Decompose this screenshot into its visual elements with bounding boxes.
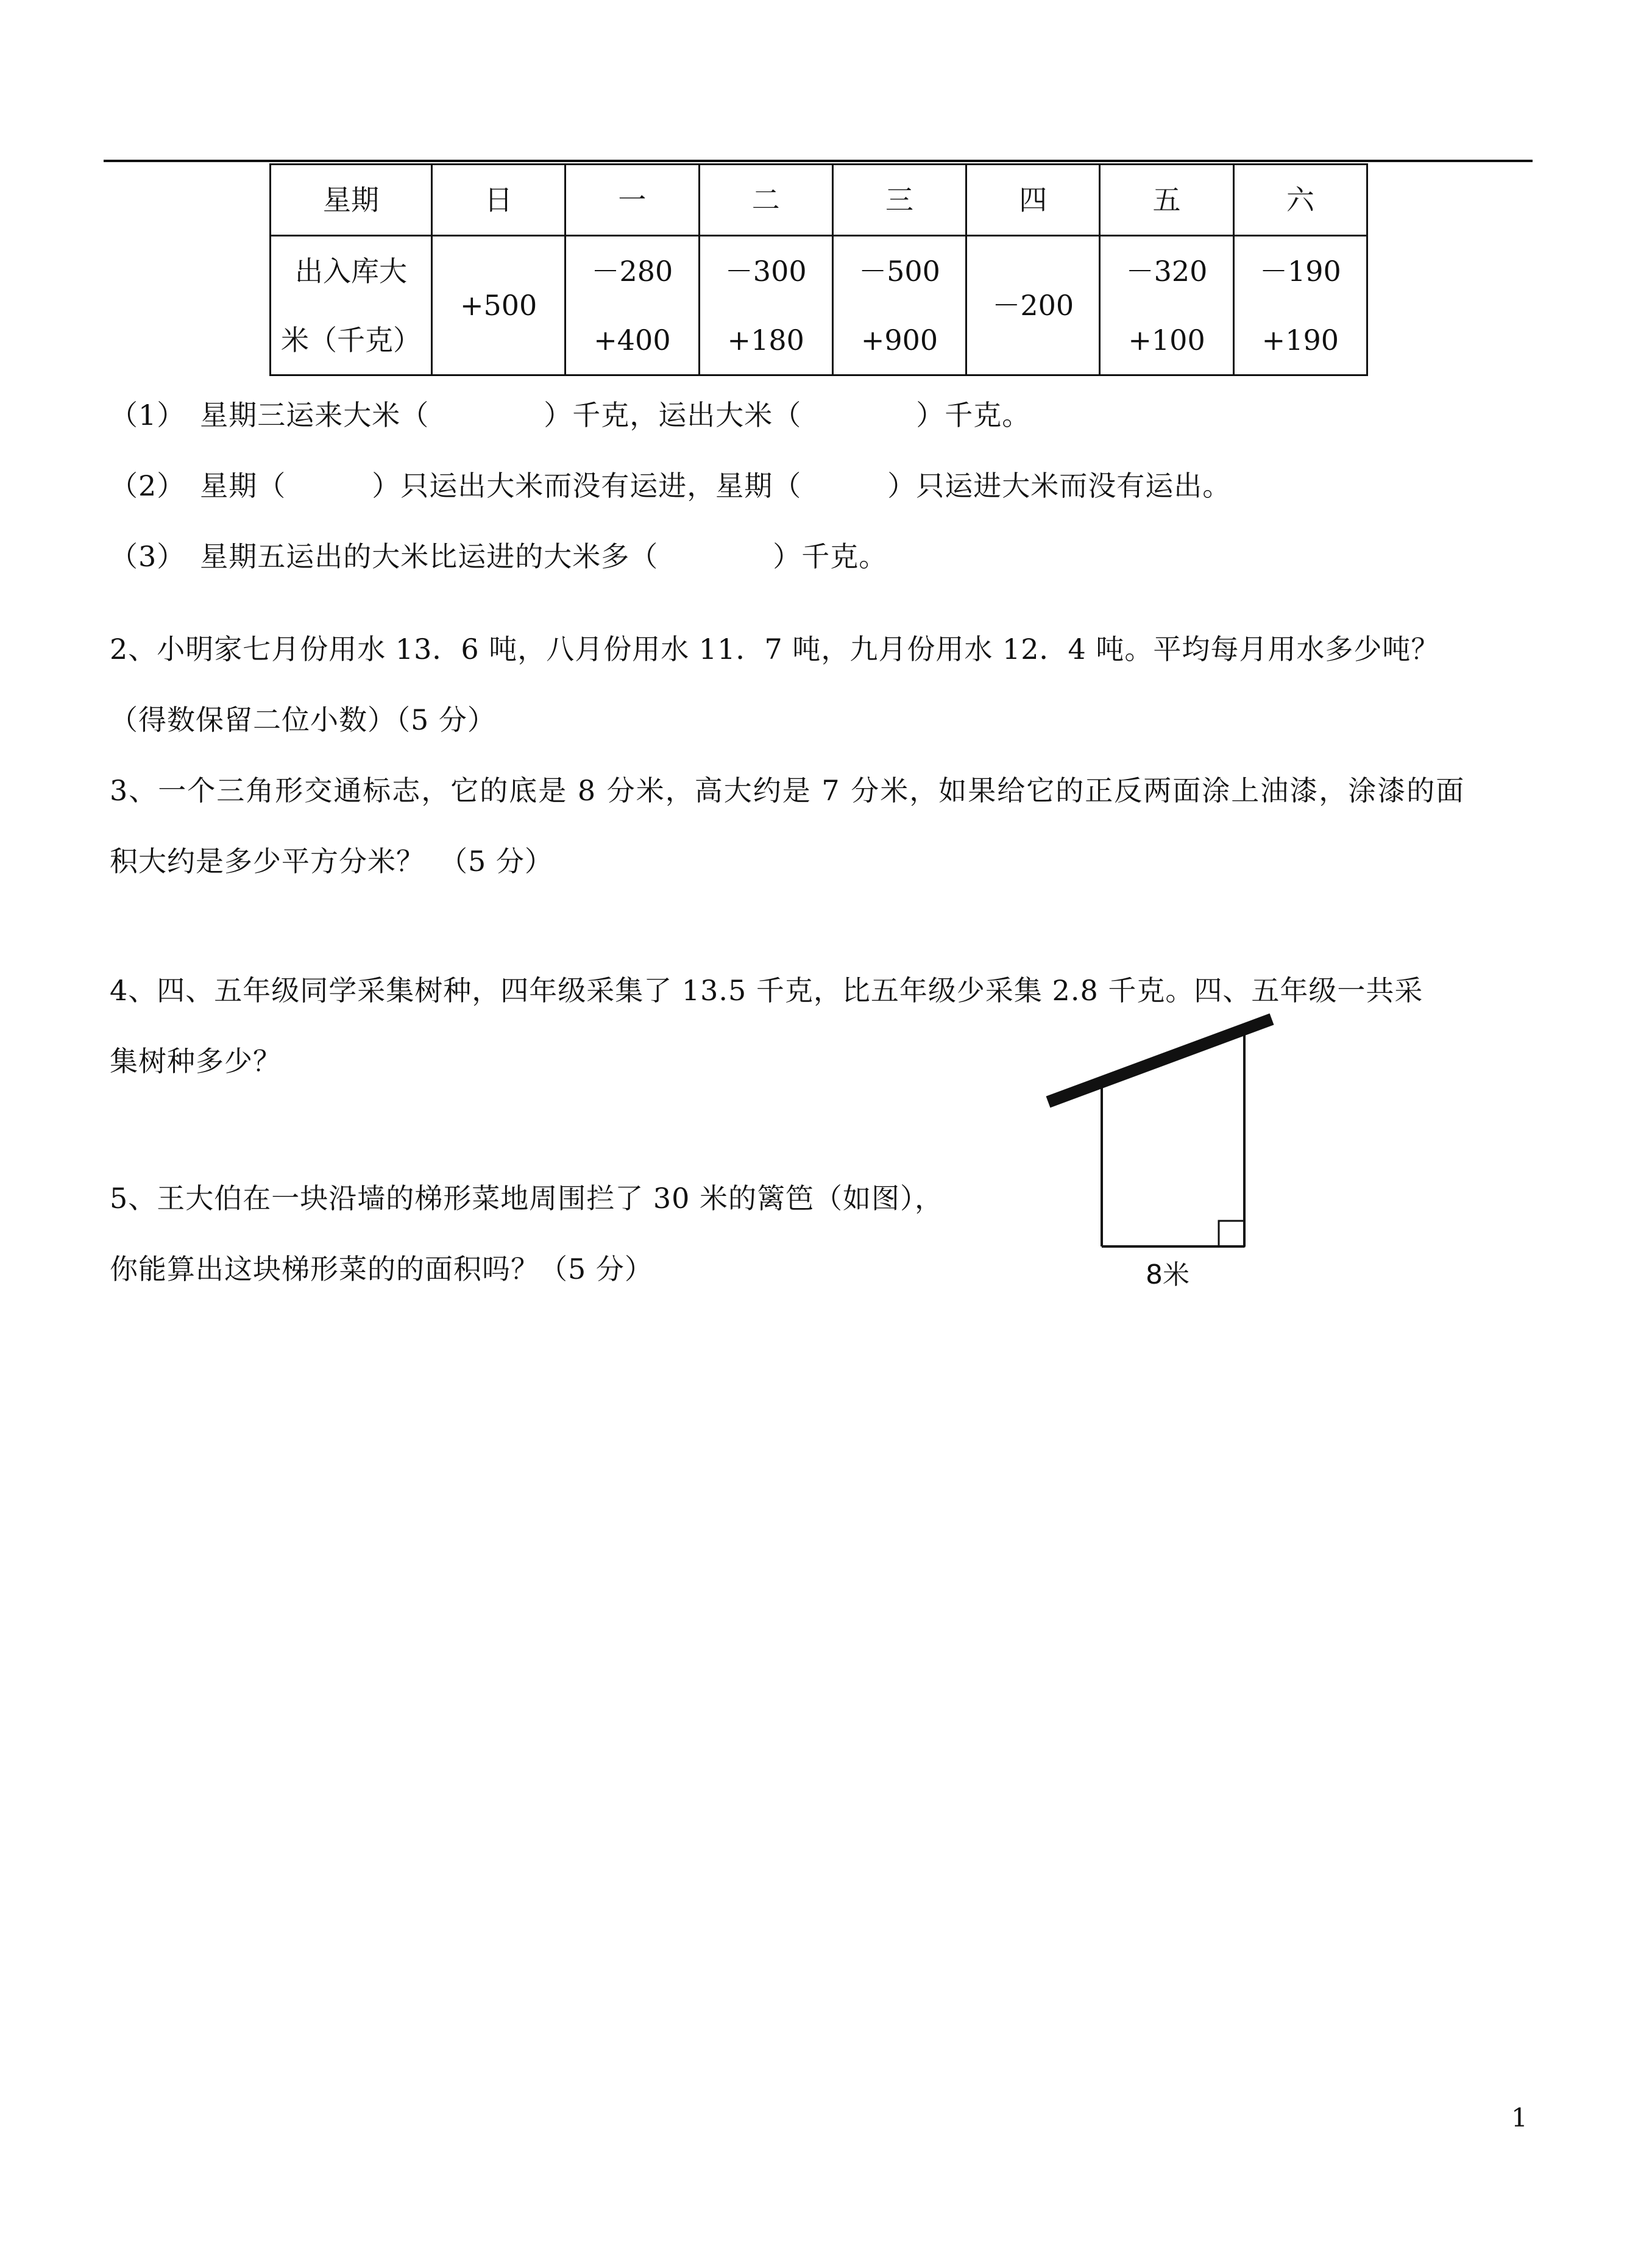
question-1-part-3: （3） 星期五运出的大米比运进的大米多（ ）千克。 bbox=[110, 540, 888, 573]
cell-value-out: －190 bbox=[1259, 254, 1341, 288]
question-5-line-2: 你能算出这块梯形菜的的面积吗？（5 分） bbox=[110, 1253, 653, 1285]
header-cell-weekday: 星期 bbox=[271, 165, 432, 236]
cell-value-in: +900 bbox=[860, 323, 938, 357]
right-angle-mark bbox=[1219, 1221, 1244, 1246]
header-cell-thursday: 四 bbox=[966, 165, 1100, 236]
wall bbox=[1048, 1019, 1272, 1102]
question-1-part-2: （2） 星期（ ）只运出大米而没有运进，星期（ ）只运进大米而没有运出。 bbox=[110, 469, 1232, 502]
question-3-line-2: 积大约是多少平方分米？ （5 分） bbox=[110, 845, 553, 878]
cell-value-in: +400 bbox=[594, 323, 671, 357]
table-row bbox=[271, 236, 1367, 375]
table-header-row bbox=[271, 165, 1367, 236]
header-cell-tuesday: 二 bbox=[699, 165, 832, 236]
cell-value-in: +100 bbox=[1128, 323, 1205, 357]
cell-sunday bbox=[432, 236, 566, 375]
question-5-line-1: 5、王大伯在一块沿墙的梯形菜地周围拦了 30 米的篱笆（如图）， bbox=[110, 1182, 944, 1215]
page-number: 1 bbox=[1511, 2103, 1528, 2133]
figure-base-label: 8米 bbox=[1146, 1259, 1190, 1290]
cell-saturday bbox=[1233, 236, 1367, 375]
question-2-line-1: 2、小明家七月份用水 13．6 吨，八月份用水 11．7 吨，九月份用水 12．4 吨。平均每月用水多少吨？ bbox=[110, 633, 1440, 666]
question-3-line-1: 3、一个三角形交通标志，它的底是 8 分米，高大约是 7 分米，如果给它的正反两面涂上油漆，涂漆的面 bbox=[110, 774, 1466, 807]
question-1-part-1: （1） 星期三运来大米（ ）千克，运出大米（ ）千克。 bbox=[110, 399, 1031, 432]
header-cell-sunday: 日 bbox=[432, 165, 566, 236]
row-label-line1: 出入库大 bbox=[295, 254, 407, 288]
cell-value: －200 bbox=[992, 289, 1074, 322]
cell-wednesday bbox=[832, 236, 966, 375]
cell-value-out: －500 bbox=[859, 254, 940, 288]
cell-value-out: －280 bbox=[591, 254, 673, 288]
cell-friday bbox=[1100, 236, 1233, 375]
cell-value: +500 bbox=[459, 289, 537, 322]
row-label-cell bbox=[271, 236, 432, 375]
header-cell-saturday: 六 bbox=[1233, 165, 1367, 236]
cell-thursday bbox=[966, 236, 1100, 375]
cell-value-out: －320 bbox=[1126, 254, 1208, 288]
question-4-line-1: 4、四、五年级同学采集树种，四年级采集了 13.5 千克，比五年级少采集 2.8 千克。四、五年级一共采 bbox=[110, 974, 1424, 1007]
cell-value-in: +180 bbox=[727, 323, 804, 357]
row-label-line2: 米（千克） bbox=[281, 323, 421, 357]
header-cell-friday: 五 bbox=[1100, 165, 1233, 236]
cell-monday bbox=[566, 236, 699, 375]
cell-tuesday bbox=[699, 236, 832, 375]
cell-value-out: －300 bbox=[725, 254, 807, 288]
header-cell-monday: 一 bbox=[566, 165, 699, 236]
cell-value-in: +190 bbox=[1261, 323, 1339, 357]
question-4-line-2: 集树种多少？ bbox=[110, 1045, 282, 1078]
header-cell-wednesday: 三 bbox=[832, 165, 966, 236]
rice-inventory-table bbox=[269, 163, 1368, 376]
top-rule bbox=[104, 160, 1533, 162]
question-2-line-2: （得数保留二位小数）（5 分） bbox=[110, 703, 496, 736]
